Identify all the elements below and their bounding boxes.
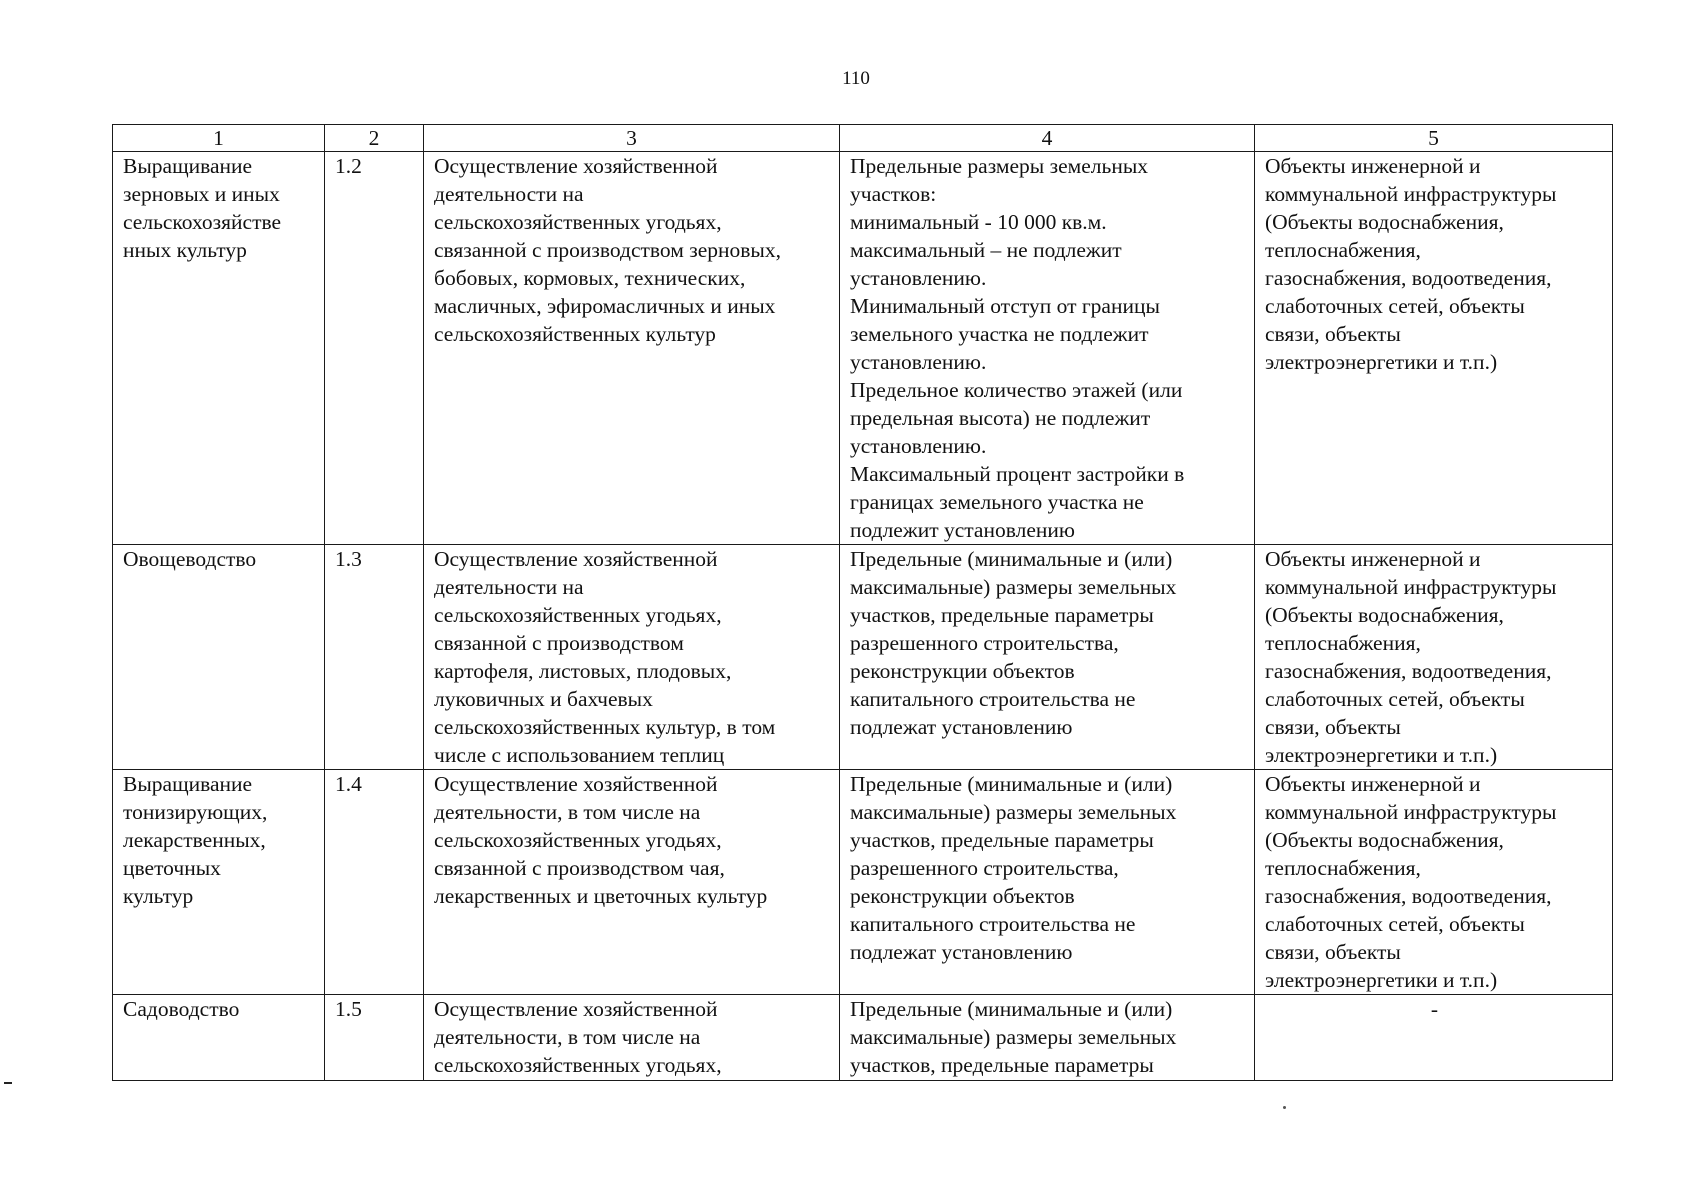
land-use-parameters: Предельные (минимальные и (или) максимальные) размеры земельных участков, предельные параметры разрешенного строительства, реконструкции объектов капитального строительства не подлежат установлению xyxy=(840,770,1255,995)
land-use-parameters: Предельные (минимальные и (или) максимальные) размеры земельных участков, предельные параметры разрешенного строительства, реконструкции объектов капитального строительства не подлежат установлению xyxy=(840,545,1255,770)
land-use-objects: Объекты инженерной и коммунальной инфраструктуры (Объекты водоснабжения, теплоснабжения, газоснабжения, водоотведения, слаботочных сетей, объекты связи, объекты электроэнергетики и т.п.) xyxy=(1255,770,1613,995)
land-use-table xyxy=(112,124,1613,1081)
land-use-name: Садоводство xyxy=(113,995,325,1081)
land-use-description: Осуществление хозяйственной деятельности, в том числе на сельскохозяйственных угодьях, связанной с производством чая, лекарственных и цветочных культур xyxy=(424,770,840,995)
column-header-2: 2 xyxy=(325,125,424,152)
land-use-code: 1.4 xyxy=(325,770,424,995)
land-use-code: 1.5 xyxy=(325,995,424,1081)
land-use-objects: Объекты инженерной и коммунальной инфраструктуры (Объекты водоснабжения, теплоснабжения, газоснабжения, водоотведения, слаботочных сетей, объекты связи, объекты электроэнергетики и т.п.) xyxy=(1255,545,1613,770)
column-header-1: 1 xyxy=(113,125,325,152)
scan-speck xyxy=(1283,1106,1286,1109)
land-use-name: Выращивание тонизирующих, лекарственных, цветочных культур xyxy=(113,770,325,995)
land-use-parameters: Предельные размеры земельных участков: минимальный - 10 000 кв.м. максимальный – не подлежит установлению. Минимальный отступ от границы земельного участка не подлежит установлению. Предельное количество этажей (или предельная высота) не подлежит установлению. Максимальный процент застройки в границах земельного участка не подлежит установлению xyxy=(840,152,1255,545)
land-use-description: Осуществление хозяйственной деятельности на сельскохозяйственных угодьях, связанной с производством зерновых, бобовых, кормовых, технических, масличных, эфиромасличных и иных сельскохозяйственных культур xyxy=(424,152,840,545)
table-row xyxy=(113,152,1613,545)
land-use-description: Осуществление хозяйственной деятельности, в том числе на сельскохозяйственных угодьях, xyxy=(424,995,840,1081)
column-header-4: 4 xyxy=(840,125,1255,152)
table-row xyxy=(113,995,1613,1081)
land-use-name: Выращивание зерновых и иных сельскохозяйстве нных культур xyxy=(113,152,325,545)
page-number: 110 xyxy=(842,68,870,89)
scan-mark xyxy=(4,1082,12,1084)
land-use-name: Овощеводство xyxy=(113,545,325,770)
column-header-3: 3 xyxy=(424,125,840,152)
land-use-parameters: Предельные (минимальные и (или) максимальные) размеры земельных участков, предельные параметры xyxy=(840,995,1255,1081)
table-row xyxy=(113,545,1613,770)
land-use-code: 1.2 xyxy=(325,152,424,545)
table-row xyxy=(113,770,1613,995)
land-use-description: Осуществление хозяйственной деятельности на сельскохозяйственных угодьях, связанной с производством картофеля, листовых, плодовых, луковичных и бахчевых сельскохозяйственных культур, в том числе с использованием теплиц xyxy=(424,545,840,770)
column-header-5: 5 xyxy=(1255,125,1613,152)
land-use-objects: - xyxy=(1255,995,1613,1081)
land-use-code: 1.3 xyxy=(325,545,424,770)
land-use-objects: Объекты инженерной и коммунальной инфраструктуры (Объекты водоснабжения, теплоснабжения, газоснабжения, водоотведения, слаботочных сетей, объекты связи, объекты электроэнергетики и т.п.) xyxy=(1255,152,1613,545)
table-header-row xyxy=(113,125,1613,152)
